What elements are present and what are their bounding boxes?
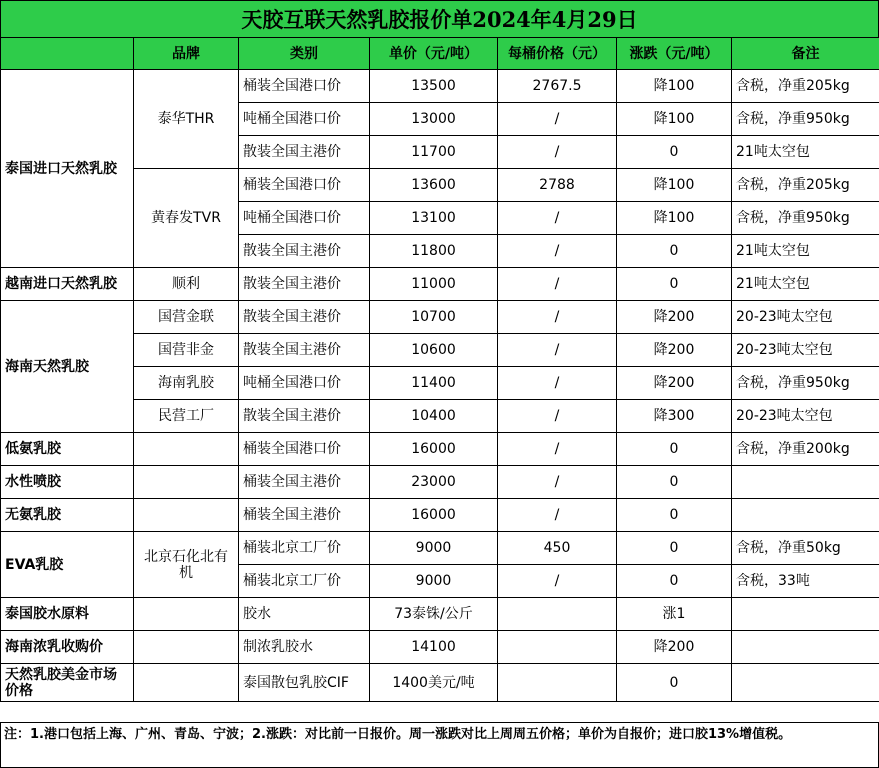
note-cell: 含税，净重950kg	[732, 202, 879, 235]
price-cell: 11700	[370, 136, 498, 169]
change-cell: 0	[617, 268, 732, 301]
category-cell: EVA乳胶	[1, 532, 134, 598]
price-cell: 23000	[370, 466, 498, 499]
brand-cell	[134, 631, 239, 664]
type-cell: 散装全国主港价	[239, 334, 370, 367]
brand-cell: 民营工厂	[134, 400, 239, 433]
type-cell: 桶装全国主港价	[239, 499, 370, 532]
price-cell: 1400美元/吨	[370, 664, 498, 702]
type-cell: 桶装全国港口价	[239, 433, 370, 466]
change-cell: 降100	[617, 103, 732, 136]
type-cell: 吨桶全国港口价	[239, 367, 370, 400]
change-cell: 0	[617, 565, 732, 598]
barrel-price-cell: /	[498, 202, 617, 235]
change-cell: 降200	[617, 631, 732, 664]
header-type: 类别	[239, 38, 370, 70]
type-cell: 桶装全国港口价	[239, 70, 370, 103]
footnote: 注：1.港口包括上海、广州、青岛、宁波；2.涨跌：对比前一日报价。周一涨跌对比上周周五价格；单价为自报价；进口胶13%增值税。	[0, 722, 879, 768]
brand-cell: 顺利	[134, 268, 239, 301]
note-cell: 含税，净重205kg	[732, 70, 879, 103]
barrel-price-cell: /	[498, 367, 617, 400]
barrel-price-cell: /	[498, 466, 617, 499]
header-note: 备注	[732, 38, 879, 70]
type-cell: 散装全国主港价	[239, 136, 370, 169]
note-cell: 20-23吨太空包	[732, 334, 879, 367]
change-cell: 0	[617, 136, 732, 169]
type-cell: 制浓乳胶水	[239, 631, 370, 664]
price-cell: 11800	[370, 235, 498, 268]
price-cell: 16000	[370, 499, 498, 532]
brand-cell	[134, 598, 239, 631]
barrel-price-cell: /	[498, 268, 617, 301]
price-cell: 13000	[370, 103, 498, 136]
barrel-price-cell	[498, 598, 617, 631]
sheet-title: 天胶互联天然乳胶报价单2024年4月29日	[0, 0, 879, 38]
note-cell: 含税，净重200kg	[732, 433, 879, 466]
change-cell: 0	[617, 235, 732, 268]
brand-cell: 海南乳胶	[134, 367, 239, 400]
note-cell: 21吨太空包	[732, 136, 879, 169]
change-cell: 0	[617, 664, 732, 702]
change-cell: 降200	[617, 334, 732, 367]
brand-cell: 北京石化北有机	[134, 532, 239, 598]
barrel-price-cell: /	[498, 136, 617, 169]
brand-cell	[134, 499, 239, 532]
price-cell: 11000	[370, 268, 498, 301]
note-cell: 含税，净重950kg	[732, 103, 879, 136]
price-cell: 13600	[370, 169, 498, 202]
header-change: 涨跌（元/吨）	[617, 38, 732, 70]
brand-cell	[134, 664, 239, 702]
change-cell: 0	[617, 466, 732, 499]
change-cell: 涨1	[617, 598, 732, 631]
change-cell: 降300	[617, 400, 732, 433]
barrel-price-cell: /	[498, 301, 617, 334]
type-cell: 桶装北京工厂价	[239, 565, 370, 598]
type-cell: 吨桶全国港口价	[239, 202, 370, 235]
change-cell: 降200	[617, 367, 732, 400]
barrel-price-cell: 450	[498, 532, 617, 565]
note-cell	[732, 598, 879, 631]
note-cell: 含税，净重50kg	[732, 532, 879, 565]
type-cell: 散装全国主港价	[239, 400, 370, 433]
price-cell: 14100	[370, 631, 498, 664]
category-cell: 泰国胶水原料	[1, 598, 134, 631]
brand-cell: 泰华THR	[134, 70, 239, 169]
brand-cell: 国营金联	[134, 301, 239, 334]
type-cell: 吨桶全国港口价	[239, 103, 370, 136]
type-cell: 桶装北京工厂价	[239, 532, 370, 565]
brand-cell: 国营非金	[134, 334, 239, 367]
price-table	[0, 37, 879, 702]
change-cell: 降100	[617, 70, 732, 103]
price-cell: 11400	[370, 367, 498, 400]
barrel-price-cell: /	[498, 235, 617, 268]
table-row	[1, 70, 879, 103]
table-row	[1, 532, 879, 565]
price-cell: 13500	[370, 70, 498, 103]
note-cell: 含税，净重205kg	[732, 169, 879, 202]
type-cell: 散装全国主港价	[239, 268, 370, 301]
category-cell: 水性喷胶	[1, 466, 134, 499]
category-cell: 海南浓乳收购价	[1, 631, 134, 664]
change-cell: 降100	[617, 202, 732, 235]
header-row	[1, 38, 879, 70]
table-row	[1, 598, 879, 631]
price-cell: 9000	[370, 565, 498, 598]
brand-cell	[134, 466, 239, 499]
barrel-price-cell: /	[498, 565, 617, 598]
price-cell: 10700	[370, 301, 498, 334]
table-row	[1, 268, 879, 301]
barrel-price-cell: /	[498, 334, 617, 367]
note-cell	[732, 631, 879, 664]
price-cell: 9000	[370, 532, 498, 565]
brand-cell: 黄春发TVR	[134, 169, 239, 268]
barrel-price-cell	[498, 664, 617, 702]
type-cell: 桶装全国主港价	[239, 466, 370, 499]
note-cell	[732, 664, 879, 702]
barrel-price-cell: /	[498, 433, 617, 466]
change-cell: 降200	[617, 301, 732, 334]
brand-cell	[134, 433, 239, 466]
barrel-price-cell: 2767.5	[498, 70, 617, 103]
table-row	[1, 301, 879, 334]
note-cell	[732, 499, 879, 532]
note-cell: 21吨太空包	[732, 235, 879, 268]
price-cell: 73泰铢/公斤	[370, 598, 498, 631]
type-cell: 桶装全国港口价	[239, 169, 370, 202]
note-cell: 含税，33吨	[732, 565, 879, 598]
table-row	[1, 466, 879, 499]
type-cell: 散装全国主港价	[239, 235, 370, 268]
price-cell: 13100	[370, 202, 498, 235]
barrel-price-cell: /	[498, 499, 617, 532]
barrel-price-cell: 2788	[498, 169, 617, 202]
change-cell: 降100	[617, 169, 732, 202]
barrel-price-cell: /	[498, 400, 617, 433]
barrel-price-cell: /	[498, 103, 617, 136]
table-row	[1, 664, 879, 702]
table-row	[1, 499, 879, 532]
category-cell: 天然乳胶美金市场价格	[1, 664, 134, 702]
table-row	[1, 433, 879, 466]
type-cell: 散装全国主港价	[239, 301, 370, 334]
type-cell: 泰国散包乳胶CIF	[239, 664, 370, 702]
category-cell: 低氨乳胶	[1, 433, 134, 466]
price-cell: 16000	[370, 433, 498, 466]
barrel-price-cell	[498, 631, 617, 664]
price-cell: 10600	[370, 334, 498, 367]
header-category	[1, 38, 134, 70]
note-cell: 20-23吨太空包	[732, 301, 879, 334]
note-cell: 20-23吨太空包	[732, 400, 879, 433]
category-cell: 海南天然乳胶	[1, 301, 134, 433]
category-cell: 越南进口天然乳胶	[1, 268, 134, 301]
change-cell: 0	[617, 499, 732, 532]
category-cell: 无氨乳胶	[1, 499, 134, 532]
change-cell: 0	[617, 532, 732, 565]
type-cell: 胶水	[239, 598, 370, 631]
category-cell: 泰国进口天然乳胶	[1, 70, 134, 268]
header-brand: 品牌	[134, 38, 239, 70]
change-cell: 0	[617, 433, 732, 466]
header-barrel-price: 每桶价格（元）	[498, 38, 617, 70]
note-cell: 含税，净重950kg	[732, 367, 879, 400]
note-cell	[732, 466, 879, 499]
header-price: 单价（元/吨）	[370, 38, 498, 70]
note-cell: 21吨太空包	[732, 268, 879, 301]
table-row	[1, 631, 879, 664]
price-cell: 10400	[370, 400, 498, 433]
